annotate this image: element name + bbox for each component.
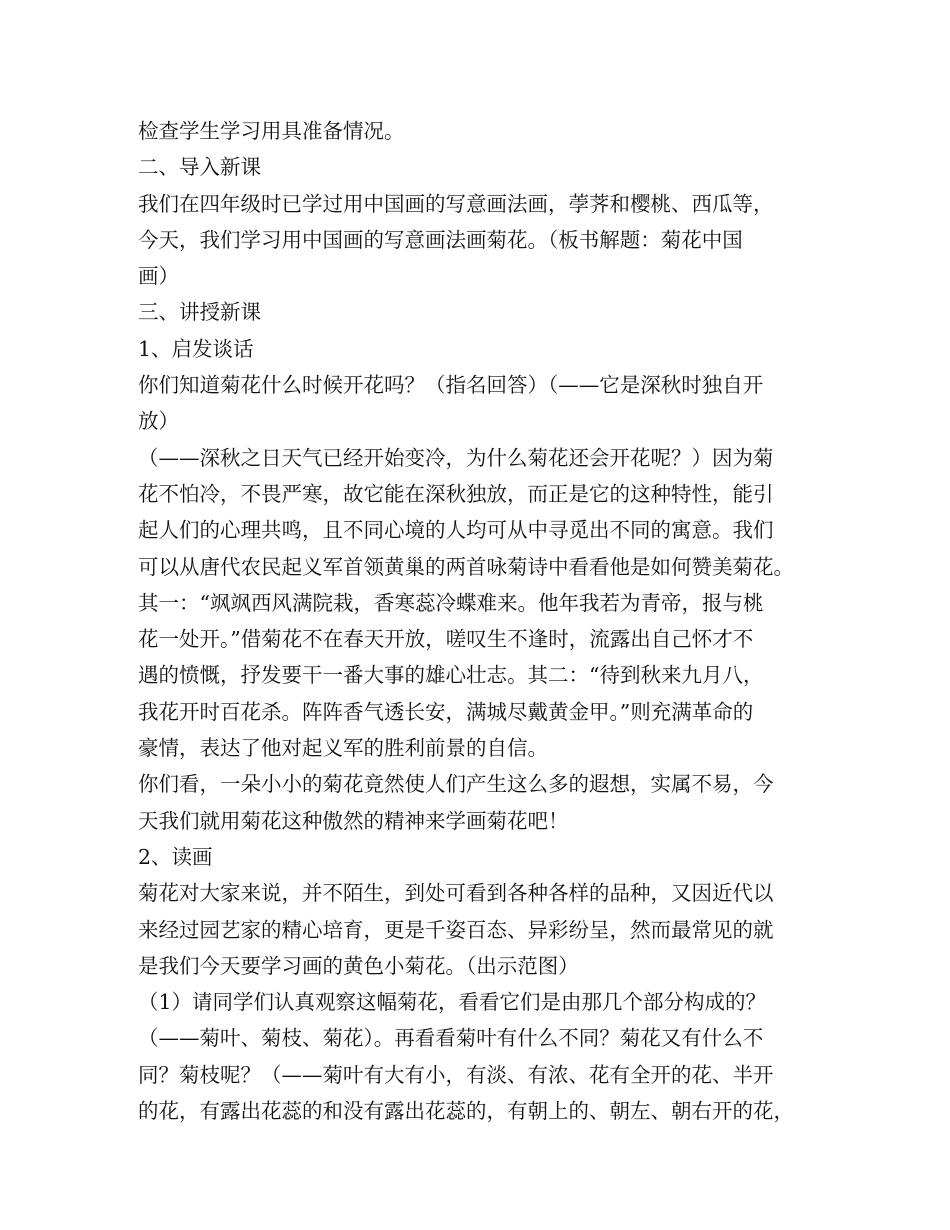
subsection-heading: 1、启发谈话 [138, 336, 254, 361]
text-line: （——深秋之日天气已经开始变冷，为什么菊花还会开花呢？）因为菊 [138, 445, 774, 470]
text-line: 今天，我们学习用中国画的写意画法画菊花。（板书解题：菊花中国 [138, 227, 743, 252]
text-line: 可以从唐代农民起义军首领黄巢的两首咏菊诗中看看他是如何赞美菊花。 [138, 554, 794, 579]
text-line: 花一处开。”借菊花不在春天开放，嗟叹生不逢时，流露出自己怀才不 [138, 627, 754, 652]
section-heading: 三、讲授新课 [138, 300, 261, 325]
text-line: 的花，有露出花蕊的和没有露出花蕊的，有朝上的、朝左、朝右开的花， [138, 1099, 794, 1124]
subsection-heading: 2、读画 [138, 844, 213, 869]
text-line: 我花开时百花杀。阵阵香气透长安，满城尽戴黄金甲。”则充满革命的 [138, 699, 754, 724]
text-line: 天我们就用菊花这种傲然的精神来学画菊花吧！ [138, 808, 569, 833]
text-line: 起人们的心理共鸣，且不同心境的人均可从中寻觅出不同的寓意。我们 [138, 518, 774, 543]
text-line: 花不怕冷，不畏严寒，故它能在深秋独放，而正是它的这种特性，能引 [138, 481, 774, 506]
text-line: 其一：“飒飒西风满院栽，香寒蕊冷蝶难来。他年我若为青帝，报与桃 [138, 590, 764, 615]
text-line: 豪情，表达了他对起义军的胜利前景的自信。 [138, 736, 548, 761]
text-line: （——菊叶、菊枝、菊花）。再看看菊叶有什么不同？菊花又有什么不 [138, 1026, 764, 1051]
text-line: 遇的愤慨，抒发要干一番大事的雄心壮志。其二：“待到秋来九月八， [138, 663, 764, 688]
text-line: 画） [138, 264, 179, 289]
text-line: 检查学生学习用具准备情况。 [138, 119, 405, 143]
text-line: 放） [138, 409, 179, 434]
text-line: 你们看，一朵小小的菊花竟然使人们产生这么多的遐想，实属不易，今 [138, 772, 774, 797]
text-line: 你们知道菊花什么时候开花吗？（指名回答）（——它是深秋时独自开 [138, 373, 764, 398]
text-line: 是我们今天要学习画的黄色小菊花。（出示范图） [138, 953, 579, 978]
text-line: 我们在四年级时已学过用中国画的写意画法画，荸荠和樱桃、西瓜等， [138, 191, 774, 216]
text-line: 来经过园艺家的精心培育，更是千姿百态、异彩纷呈，然而最常见的就 [138, 917, 774, 942]
document-body [138, 113, 818, 1129]
text-line: 菊花对大家来说，并不陌生，到处可看到各种各样的品种，又因近代以 [138, 881, 774, 906]
text-line: 同？菊枝呢？（——菊叶有大有小，有淡、有浓、花有全开的花、半开 [138, 1062, 774, 1087]
text-line: （1）请同学们认真观察这幅菊花，看看它们是由那几个部分构成的？ [138, 990, 767, 1015]
section-heading: 二、导入新课 [138, 155, 261, 180]
